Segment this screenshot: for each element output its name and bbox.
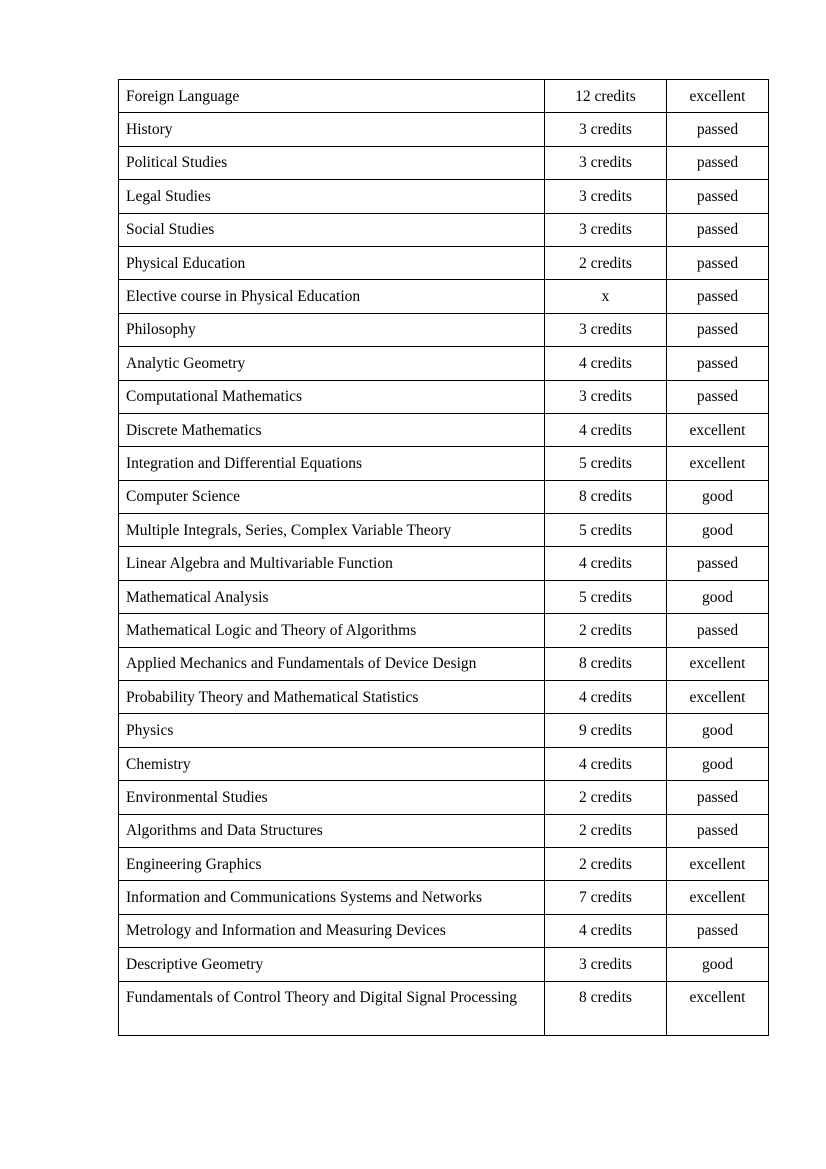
grade-cell: excellent bbox=[667, 80, 769, 113]
table-row bbox=[119, 480, 769, 513]
grade-cell: passed bbox=[667, 914, 769, 947]
table-row bbox=[119, 881, 769, 914]
credits-cell: 4 credits bbox=[545, 413, 667, 446]
grade-cell: passed bbox=[667, 213, 769, 246]
subject-cell: Mathematical Logic and Theory of Algorithms bbox=[119, 614, 545, 647]
table-row bbox=[119, 948, 769, 981]
credits-cell: 8 credits bbox=[545, 647, 667, 680]
grade-cell: good bbox=[667, 948, 769, 981]
grade-cell: passed bbox=[667, 347, 769, 380]
subject-cell: Information and Communications Systems and Networks bbox=[119, 881, 545, 914]
credits-cell: 5 credits bbox=[545, 580, 667, 613]
subject-cell: Linear Algebra and Multivariable Function bbox=[119, 547, 545, 580]
credits-cell: 2 credits bbox=[545, 614, 667, 647]
table-row bbox=[119, 313, 769, 346]
credits-cell: 4 credits bbox=[545, 547, 667, 580]
table-row bbox=[119, 180, 769, 213]
table-row bbox=[119, 347, 769, 380]
table-row bbox=[119, 146, 769, 179]
grade-cell: excellent bbox=[667, 447, 769, 480]
subject-cell: Multiple Integrals, Series, Complex Variable Theory bbox=[119, 514, 545, 547]
table-row bbox=[119, 614, 769, 647]
grade-cell: excellent bbox=[667, 847, 769, 880]
grade-cell: passed bbox=[667, 547, 769, 580]
credits-cell: 2 credits bbox=[545, 246, 667, 279]
credits-cell: 2 credits bbox=[545, 781, 667, 814]
grade-cell: good bbox=[667, 580, 769, 613]
credits-cell: x bbox=[545, 280, 667, 313]
grade-cell: passed bbox=[667, 380, 769, 413]
subject-cell: Metrology and Information and Measuring Devices bbox=[119, 914, 545, 947]
grade-cell: passed bbox=[667, 246, 769, 279]
credits-cell: 4 credits bbox=[545, 347, 667, 380]
grade-cell: passed bbox=[667, 781, 769, 814]
subject-cell: Elective course in Physical Education bbox=[119, 280, 545, 313]
grade-cell: excellent bbox=[667, 981, 769, 1035]
credits-cell: 3 credits bbox=[545, 113, 667, 146]
subject-cell: Engineering Graphics bbox=[119, 847, 545, 880]
credits-cell: 3 credits bbox=[545, 313, 667, 346]
subject-cell: Environmental Studies bbox=[119, 781, 545, 814]
grade-cell: good bbox=[667, 514, 769, 547]
table-row bbox=[119, 914, 769, 947]
grades-table-body bbox=[119, 80, 769, 1036]
grade-cell: passed bbox=[667, 180, 769, 213]
table-row bbox=[119, 413, 769, 446]
credits-cell: 3 credits bbox=[545, 213, 667, 246]
subject-cell: History bbox=[119, 113, 545, 146]
table-row bbox=[119, 280, 769, 313]
table-row bbox=[119, 113, 769, 146]
subject-cell: Discrete Mathematics bbox=[119, 413, 545, 446]
grade-cell: good bbox=[667, 480, 769, 513]
table-row bbox=[119, 814, 769, 847]
table-row bbox=[119, 981, 769, 1035]
subject-cell: Physical Education bbox=[119, 246, 545, 279]
subject-cell: Philosophy bbox=[119, 313, 545, 346]
grade-cell: good bbox=[667, 714, 769, 747]
subject-cell: Integration and Differential Equations bbox=[119, 447, 545, 480]
grade-cell: passed bbox=[667, 113, 769, 146]
credits-cell: 12 credits bbox=[545, 80, 667, 113]
grade-cell: excellent bbox=[667, 647, 769, 680]
grade-cell: passed bbox=[667, 146, 769, 179]
credits-cell: 2 credits bbox=[545, 847, 667, 880]
credits-cell: 3 credits bbox=[545, 180, 667, 213]
credits-cell: 5 credits bbox=[545, 447, 667, 480]
subject-cell: Fundamentals of Control Theory and Digital Signal Processing bbox=[119, 981, 545, 1035]
subject-cell: Foreign Language bbox=[119, 80, 545, 113]
credits-cell: 5 credits bbox=[545, 514, 667, 547]
table-row bbox=[119, 714, 769, 747]
subject-cell: Legal Studies bbox=[119, 180, 545, 213]
subject-cell: Computer Science bbox=[119, 480, 545, 513]
table-row bbox=[119, 514, 769, 547]
grade-cell: passed bbox=[667, 814, 769, 847]
credits-cell: 4 credits bbox=[545, 681, 667, 714]
table-row bbox=[119, 847, 769, 880]
subject-cell: Applied Mechanics and Fundamentals of Device Design bbox=[119, 647, 545, 680]
grade-cell: passed bbox=[667, 313, 769, 346]
subject-cell: Chemistry bbox=[119, 747, 545, 780]
credits-cell: 3 credits bbox=[545, 948, 667, 981]
subject-cell: Mathematical Analysis bbox=[119, 580, 545, 613]
credits-cell: 2 credits bbox=[545, 814, 667, 847]
table-row bbox=[119, 80, 769, 113]
grade-cell: excellent bbox=[667, 881, 769, 914]
credits-cell: 7 credits bbox=[545, 881, 667, 914]
credits-cell: 4 credits bbox=[545, 747, 667, 780]
subject-cell: Computational Mathematics bbox=[119, 380, 545, 413]
table-row bbox=[119, 647, 769, 680]
credits-cell: 8 credits bbox=[545, 480, 667, 513]
grade-cell: passed bbox=[667, 280, 769, 313]
grades-table bbox=[118, 79, 769, 1036]
subject-cell: Political Studies bbox=[119, 146, 545, 179]
subject-cell: Algorithms and Data Structures bbox=[119, 814, 545, 847]
subject-cell: Probability Theory and Mathematical Statistics bbox=[119, 681, 545, 714]
grade-cell: good bbox=[667, 747, 769, 780]
table-row bbox=[119, 681, 769, 714]
table-row bbox=[119, 747, 769, 780]
credits-cell: 9 credits bbox=[545, 714, 667, 747]
table-row bbox=[119, 547, 769, 580]
table-row bbox=[119, 580, 769, 613]
subject-cell: Descriptive Geometry bbox=[119, 948, 545, 981]
subject-cell: Analytic Geometry bbox=[119, 347, 545, 380]
table-row bbox=[119, 447, 769, 480]
grade-cell: excellent bbox=[667, 681, 769, 714]
subject-cell: Physics bbox=[119, 714, 545, 747]
credits-cell: 3 credits bbox=[545, 146, 667, 179]
grade-cell: passed bbox=[667, 614, 769, 647]
table-row bbox=[119, 781, 769, 814]
subject-cell: Social Studies bbox=[119, 213, 545, 246]
table-row bbox=[119, 246, 769, 279]
table-row bbox=[119, 380, 769, 413]
credits-cell: 3 credits bbox=[545, 380, 667, 413]
table-row bbox=[119, 213, 769, 246]
credits-cell: 4 credits bbox=[545, 914, 667, 947]
grade-cell: excellent bbox=[667, 413, 769, 446]
credits-cell: 8 credits bbox=[545, 981, 667, 1035]
